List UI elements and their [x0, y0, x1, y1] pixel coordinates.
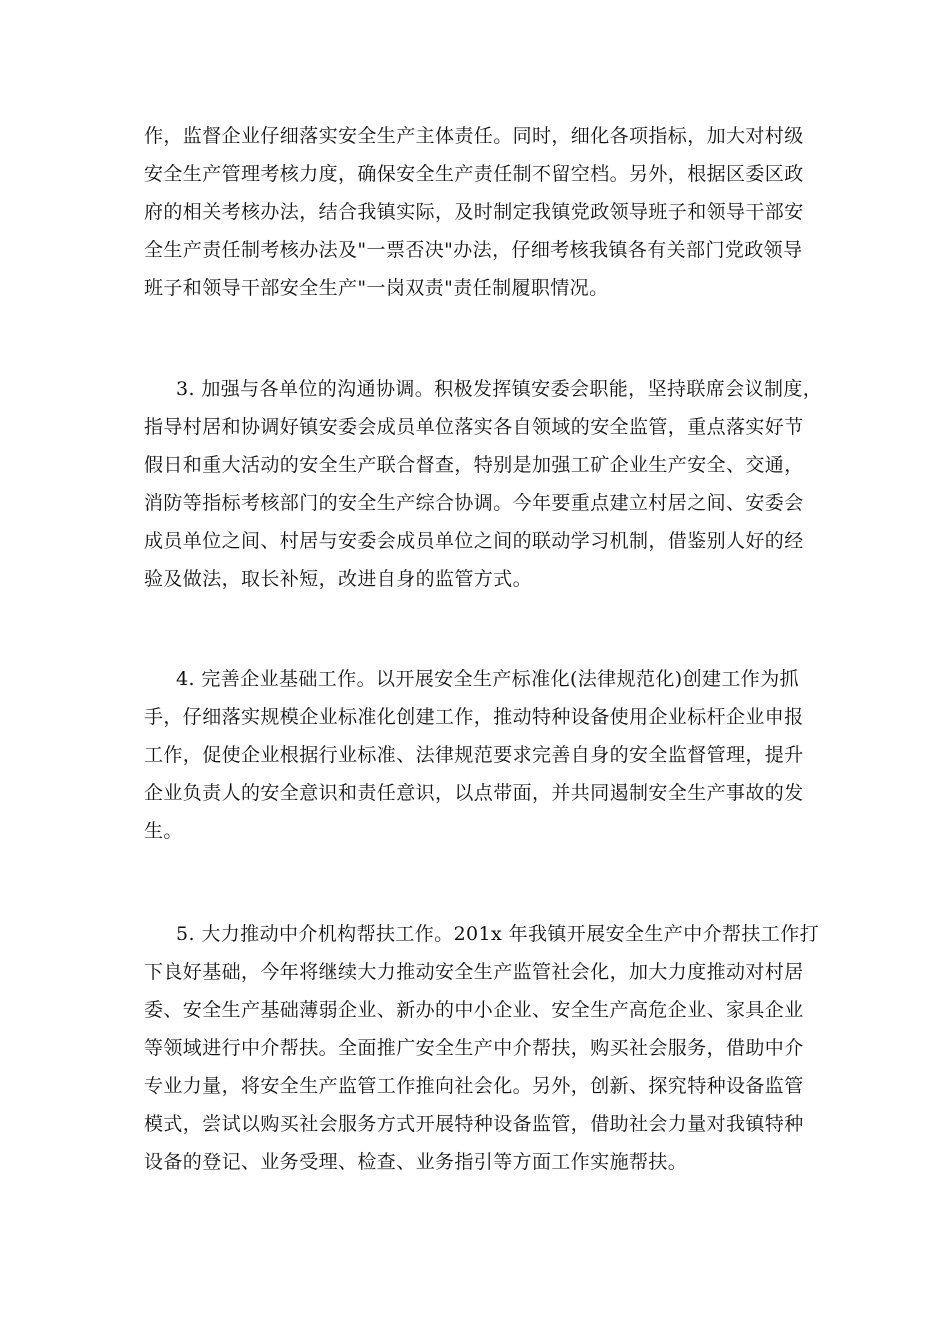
text-line: 作，监督企业仔细落实安全生产主体责任。同时，细化各项指标，加大对村级: [144, 125, 804, 147]
text-line: 工作，促使企业根据行业标准、法律规范要求完善自身的安全监督管理，提升: [144, 744, 804, 766]
text-line: 委、安全生产基础薄弱企业、新办的中小企业、安全生产高危企业、家具企业: [144, 999, 804, 1021]
text-line: 生。: [144, 820, 183, 842]
text-line: 设备的登记、业务受理、检查、业务指引等方面工作实施帮扶。: [144, 1151, 688, 1173]
text-line: 5. 大力推动中介机构帮扶工作。201x 年我镇开展安全生产中介帮扶工作打: [176, 923, 819, 945]
text-line: 府的相关考核办法，结合我镇实际，及时制定我镇党政领导班子和领导干部安: [144, 201, 804, 223]
paragraph-safety-responsibility: [144, 117, 809, 307]
paragraph-item-4: [144, 660, 809, 850]
text-line: 4. 完善企业基础工作。以开展安全生产标准化(法律规范化)创建工作为抓: [176, 668, 799, 690]
text-line: 班子和领导干部安全生产"一岗双责"责任制履职情况。: [144, 277, 609, 299]
text-line: 模式，尝试以购买社会服务方式开展特种设备监管，借助社会力量对我镇特种: [144, 1113, 804, 1135]
paragraph-item-5: [144, 915, 819, 1181]
text-line: 成员单位之间、村居与安委会成员单位之间的联动学习机制，借鉴别人好的经: [144, 530, 804, 552]
text-line: 等领域进行中介帮扶。全面推广安全生产中介帮扶，购买社会服务，借助中介: [144, 1037, 804, 1059]
text-line: 安全生产管理考核力度，确保安全生产责任制不留空档。另外，根据区委区政: [144, 163, 804, 185]
text-line: 手，仔细落实规模企业标准化创建工作，推动特种设备使用企业标杆企业申报: [144, 706, 804, 728]
text-line: 假日和重大活动的安全生产联合督查，特别是加强工矿企业生产安全、交通，: [144, 454, 804, 476]
text-line: 下良好基础，今年将继续大力推动安全生产监管社会化，加大力度推动对村居: [144, 961, 804, 983]
text-line: 3. 加强与各单位的沟通协调。积极发挥镇安委会职能，坚持联席会议制度，: [176, 378, 823, 400]
text-line: 验及做法，取长补短，改进自身的监管方式。: [144, 568, 533, 590]
text-line: 企业负责人的安全意识和责任意识，以点带面，并共同遏制安全生产事故的发: [144, 782, 804, 804]
paragraph-item-3: [144, 370, 823, 598]
text-line: 消防等指标考核部门的安全生产综合协调。今年要重点建立村居之间、安委会: [144, 492, 804, 514]
text-line: 全生产责任制考核办法及"一票否决"办法，仔细考核我镇各有关部门党政领导: [144, 239, 803, 261]
text-line: 专业力量，将安全生产监管工作推向社会化。另外，创新、探究特种设备监管: [144, 1075, 804, 1097]
text-line: 指导村居和协调好镇安委会成员单位落实各自领域的安全监管，重点落实好节: [144, 416, 804, 438]
